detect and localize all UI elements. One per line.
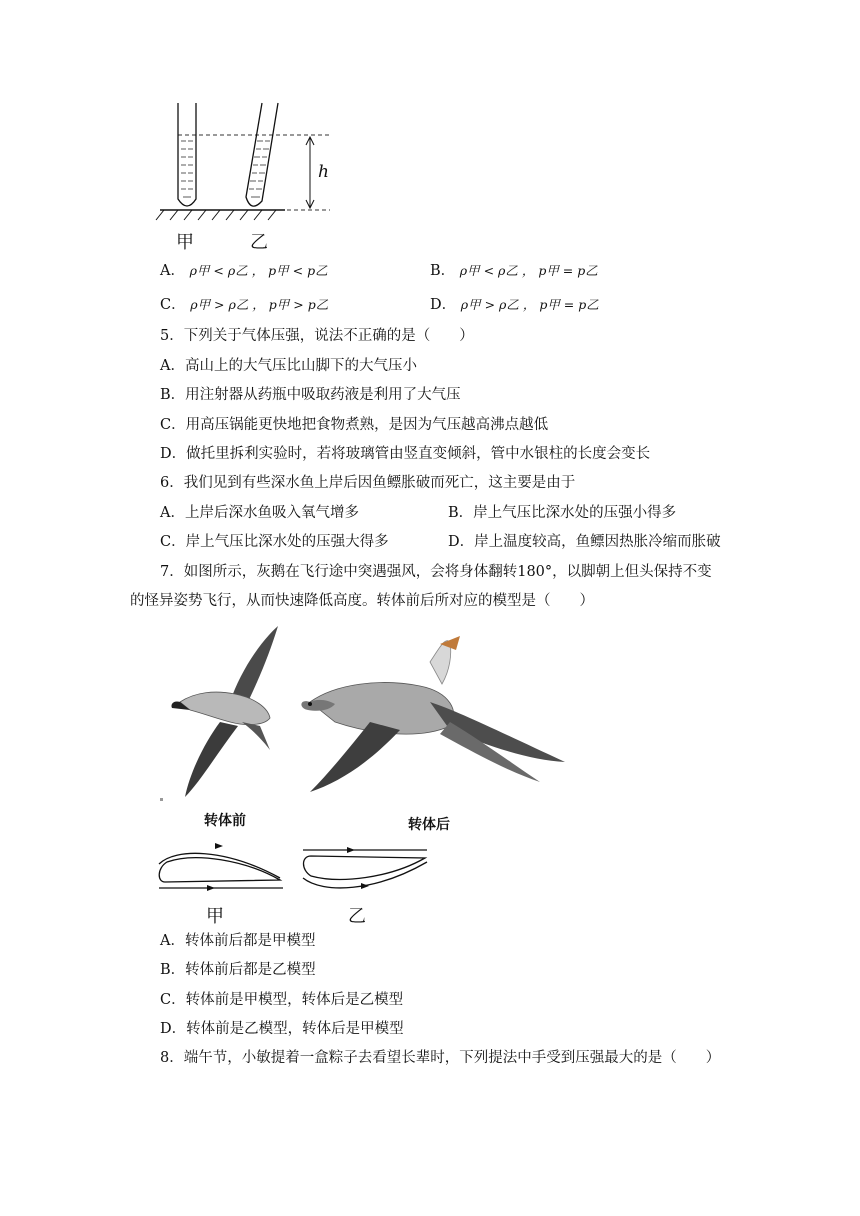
tube-label-jia: 甲 [176, 232, 194, 253]
q6-option-a[interactable]: A．上岸后深水鱼吸入氧气增多 [160, 505, 359, 521]
q6-stem: 6．我们见到有些深水鱼上岸后因鱼鳔胀破而死亡，这主要是由于 [160, 475, 576, 491]
airfoil-models [155, 838, 435, 898]
q6-option-b[interactable]: B．岸上气压比深水处的压强小得多 [448, 505, 677, 521]
goose-photo [160, 622, 570, 802]
q4-option-c-text: ρ甲 > ρ乙 ， p甲 > p乙 [190, 297, 329, 312]
q4-option-d[interactable]: D． ρ甲 > ρ乙 ， p甲 = p乙 [430, 297, 599, 313]
q6-option-c[interactable]: C．岸上气压比深水处的压强大得多 [160, 534, 389, 550]
q5-option-b[interactable]: B．用注射器从药瓶中吸取药液是利用了大气压 [160, 387, 461, 403]
q4-option-c[interactable]: C． ρ甲 > ρ乙 ， p甲 > p乙 [160, 297, 329, 313]
q5-option-d[interactable]: D．做托里拆利实验时，若将玻璃管由竖直变倾斜，管中水银柱的长度会变长 [160, 446, 651, 462]
q4-option-a-text: ρ甲 < ρ乙 ， p甲 < p乙 [189, 263, 328, 278]
model-label-jia: 甲 [206, 906, 224, 927]
q7-option-c[interactable]: C．转体前是甲模型，转体后是乙模型 [160, 992, 404, 1008]
caption-before-turn: 转体前 [204, 813, 246, 829]
q7-stem-line2: 的怪异姿势飞行，从而快速降低高度。转体前后所对应的模型是（ ） [130, 593, 594, 609]
q5-option-a[interactable]: A．高山上的大气压比山脚下的大气压小 [160, 358, 417, 374]
q4-option-b[interactable]: B． ρ甲 < ρ乙 ， p甲 = p乙 [430, 263, 598, 279]
q6-option-d[interactable]: D．岸上温度较高，鱼鳔因热胀冷缩而胀破 [448, 534, 721, 550]
tube-label-yi: 乙 [250, 232, 268, 253]
q7-stem-line1: 7．如图所示，灰鹅在飞行途中突遇强风，会将身体翻转180°，以脚朝上但头保持不变 [160, 564, 712, 580]
q4-option-b-text: ρ甲 < ρ乙 ， p甲 = p乙 [459, 263, 598, 278]
caption-after-turn: 转体后 [408, 817, 450, 833]
model-label-yi: 乙 [348, 906, 366, 927]
height-label-h: h [318, 162, 329, 182]
q4-option-a[interactable]: A． ρ甲 < ρ乙 ， p甲 < p乙 [160, 263, 328, 279]
q7-option-d[interactable]: D．转体前是乙模型，转体后是甲模型 [160, 1021, 404, 1037]
q5-option-c[interactable]: C．用高压锅能更快地把食物煮熟，是因为气压越高沸点越低 [160, 417, 549, 433]
q7-option-a[interactable]: A．转体前后都是甲模型 [160, 933, 316, 949]
q5-stem: 5．下列关于气体压强，说法不正确的是（ ） [160, 328, 474, 344]
q7-option-b[interactable]: B．转体前后都是乙模型 [160, 962, 316, 978]
q8-stem: 8．端午节，小敏提着一盒粽子去看望长辈时，下列提法中手受到压强最大的是（ ） [160, 1050, 721, 1066]
q4-option-d-text: ρ甲 > ρ乙 ， p甲 = p乙 [460, 297, 599, 312]
